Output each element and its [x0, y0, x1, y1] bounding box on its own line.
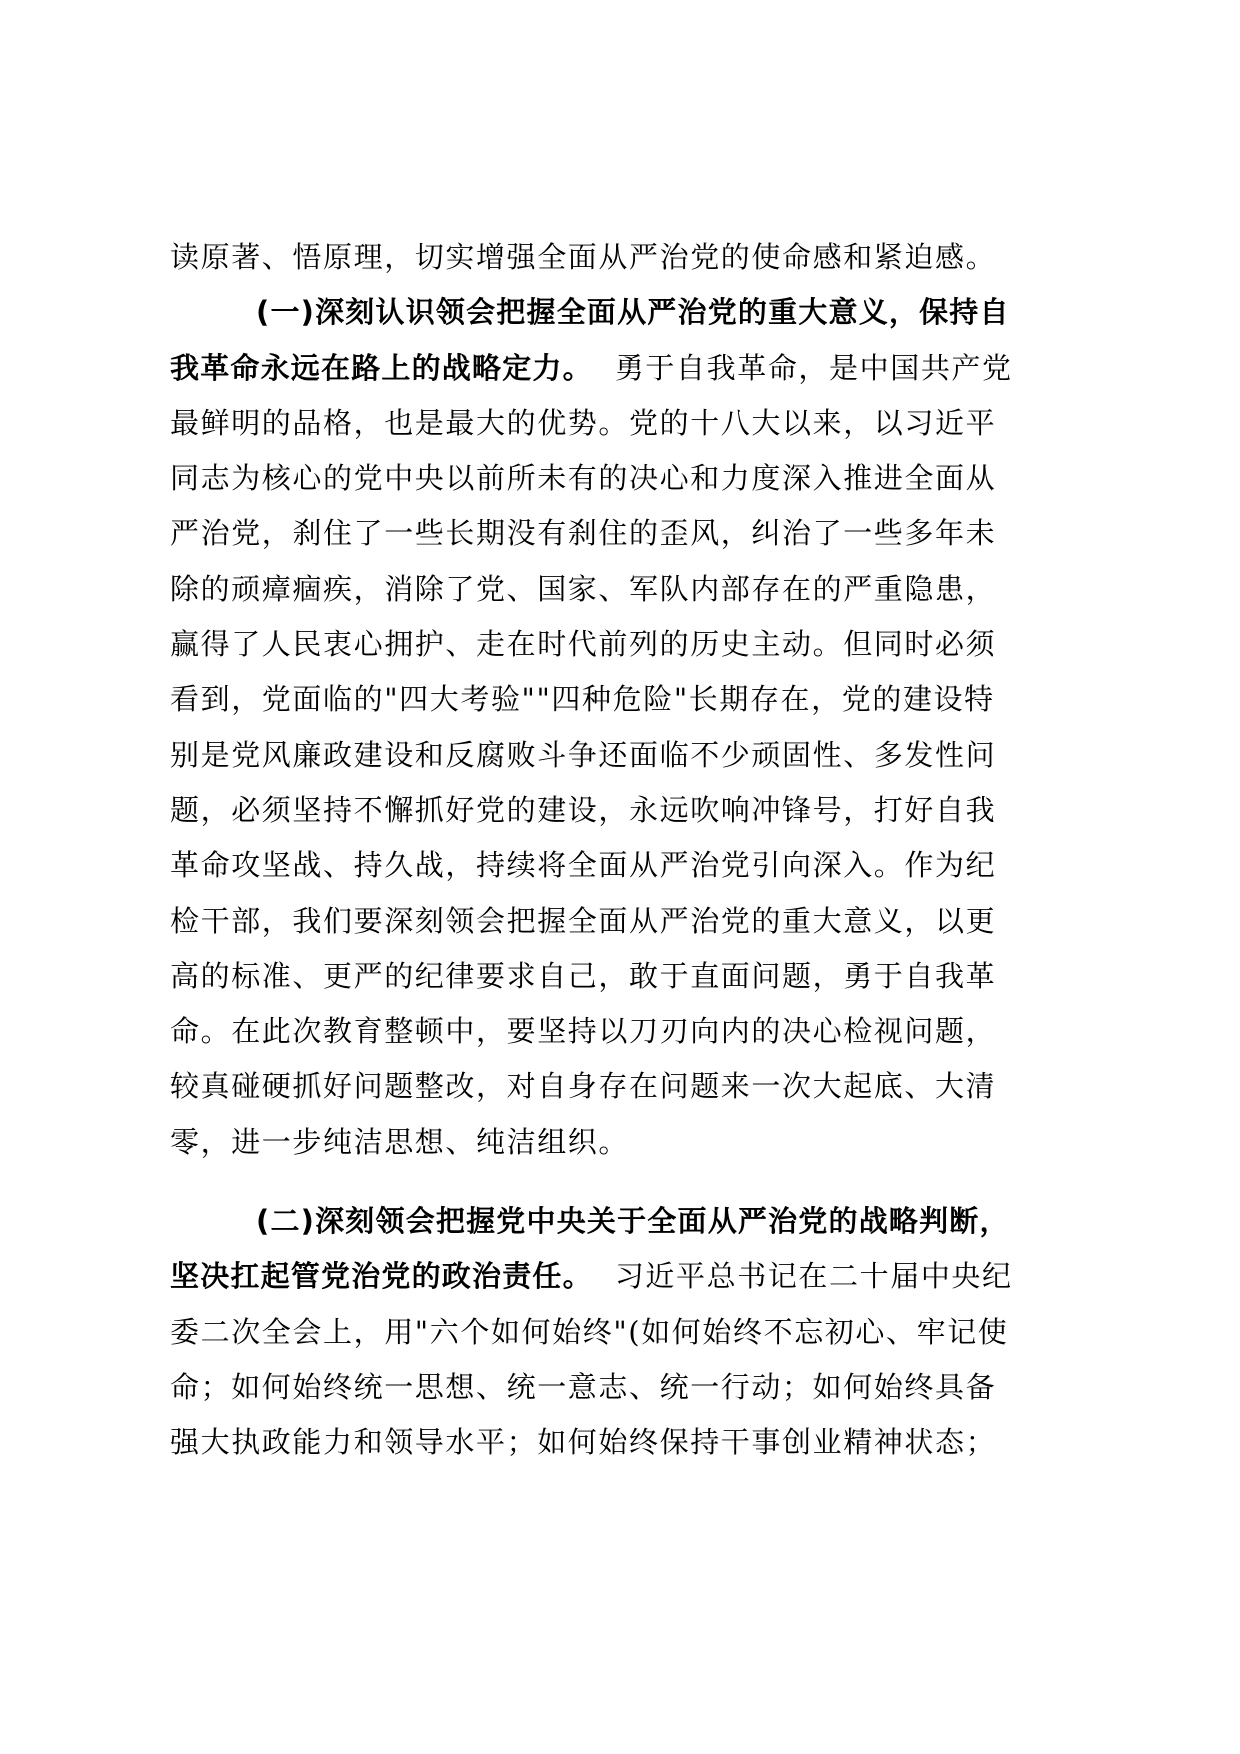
- section1-body-line: 同志为核心的党中央以前所未有的决心和力度深入推进全面从: [170, 461, 997, 496]
- section1-heading-text-1: (一)深刻认识领会把握全面从严治党的重大意义，保持自: [256, 295, 1010, 330]
- section2-heading-line1: [170, 1194, 1080, 1249]
- section2-body-line: 命；如何始终统一思想、统一意志、统一行动；如何始终具备: [170, 1369, 997, 1404]
- section1-body-line: 检干部，我们要深刻领会把握全面从严治党的重大意义，以更: [170, 903, 997, 938]
- section2-body-line: 委二次全会上，用"六个如何始终"(如何始终不忘初心、牢记使: [170, 1314, 1009, 1349]
- section1-body-line: 较真碰硬抓好问题整改，对自身存在问题来一次大起底、大清: [170, 1069, 997, 1104]
- section1-body-line: 题，必须坚持不懈抓好党的建设，永远吹响冲锋号，打好自我: [170, 792, 997, 827]
- section1-body-line: 革命攻坚战、持久战，持续将全面从严治党引向深入。作为纪: [170, 848, 997, 883]
- section2-body-start: 习近平总书记在二十届中央纪: [614, 1259, 1013, 1294]
- intro-line: 读原著、悟原理，切实增强全面从严治党的使命感和紧迫感。: [170, 240, 997, 274]
- section1-body-line: 严治党，刹住了一些长期没有刹住的歪风，纠治了一些多年未: [170, 516, 997, 551]
- section2-body-line: 强大执政能力和领导水平；如何始终保持干事创业精神状态；: [170, 1425, 997, 1460]
- document-body: [170, 230, 1080, 1471]
- section1-body-line: 看到，党面临的"四大考验""四种危险"长期存在，党的建设特: [170, 682, 995, 717]
- section1-body-line: 最鲜明的品格，也是最大的优势。党的十八大以来，以习近平: [170, 405, 997, 440]
- section1-body-start: 勇于自我革命，是中国共产党: [614, 350, 1013, 385]
- section1-body-line: 赢得了人民衷心拥护、走在时代前列的历史主动。但同时必须: [170, 627, 997, 662]
- section1-body-line: 命。在此次教育整顿中，要坚持以刀刃向内的决心检视问题，: [170, 1014, 997, 1049]
- section1-body-line: 零，进一步纯洁思想、纯洁组织。: [170, 1124, 630, 1159]
- section2-heading-line2: [170, 1249, 1080, 1304]
- section1-body-line: 除的顽瘴痼疾，消除了党、国家、军队内部存在的严重隐患，: [170, 571, 997, 606]
- section1-heading-line2: [170, 341, 1080, 396]
- section1-heading-line1: [170, 285, 1080, 340]
- section1-heading-text-2: 我革命永远在路上的战略定力。: [170, 350, 593, 385]
- section2-heading-text-1: (二)深刻领会把握党中央关于全面从严治党的战略判断，: [256, 1204, 1010, 1239]
- section1-body-line: 别是党风廉政建设和反腐败斗争还面临不少顽固性、多发性问: [170, 737, 997, 772]
- paragraph-gap: [170, 1170, 1080, 1194]
- section1-body-line: 高的标准、更严的纪律要求自己，敢于直面问题，勇于自我革: [170, 958, 997, 993]
- section2-heading-text-2: 坚决扛起管党治党的政治责任。: [170, 1259, 593, 1294]
